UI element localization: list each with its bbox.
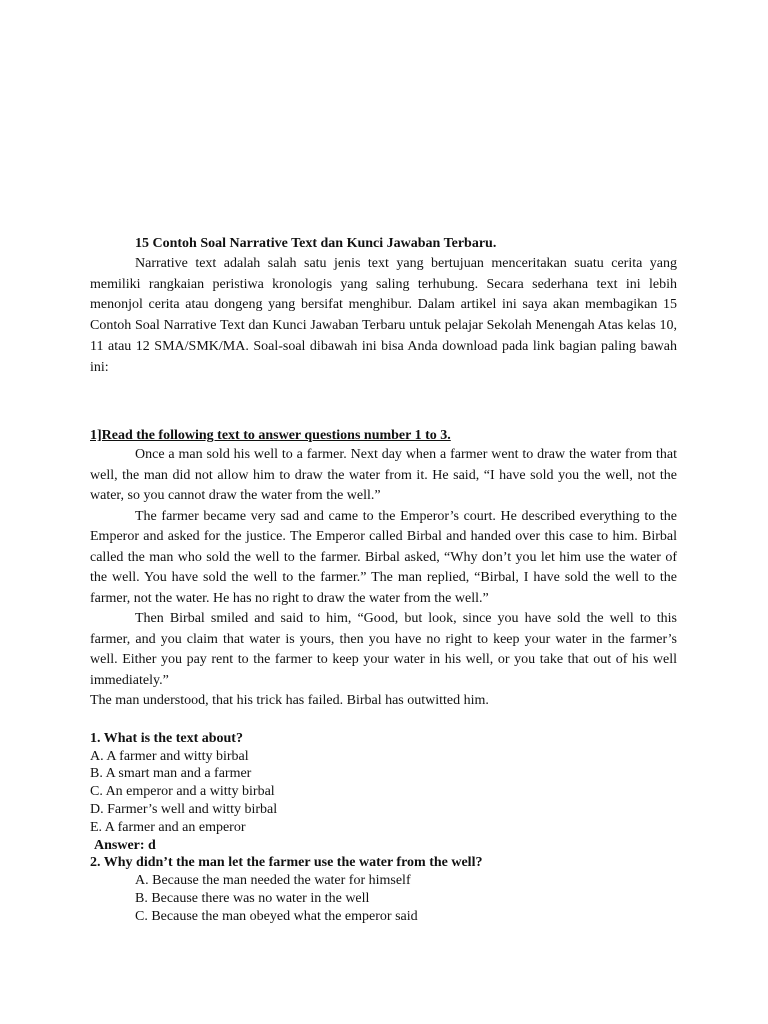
question-1-option-c: C. An emperor and a witty birbal [90, 784, 275, 800]
narrative-text [90, 445, 677, 712]
question-1-option-e: E. A farmer and an emperor [90, 819, 246, 835]
section-heading: 1]Read the following text to answer questions number 1 to 3. [90, 428, 451, 444]
question-1-option-a: A. A farmer and witty birbal [90, 748, 249, 764]
question-2-text: 2. Why didn’t the man let the farmer use the water from the well? [90, 855, 483, 871]
story-paragraph-2: The farmer became very sad and came to the Emperor’s court. He described everything to the Emperor and asked for the justice. The Emperor called Birbal and handed over this case to him. Birbal called the man who sold the well to the farmer. Birbal asked, “Why don’t you let him use the water of the well. You have sold the well to the farmer.” The man replied, “Birbal, I have sold the well to the farmer, not the water. He has no right to draw the water from the well.” [90, 508, 677, 606]
story-paragraph-1: Once a man sold his well to a farmer. Next day when a farmer went to draw the water from that well, the man did not allow him to draw the water from it. He said, “I have sold you the well, not the water, so you cannot draw the water from the well.” [90, 447, 677, 504]
question-1-answer: Answer: d [94, 837, 156, 853]
question-1-option-d: D. Farmer’s well and witty birbal [90, 801, 278, 817]
question-2-option-b: B. Because there was no water in the well [135, 890, 370, 906]
question-2-option-c: C. Because the man obeyed what the emperor said [135, 908, 418, 924]
question-2-option-a: A. Because the man needed the water for himself [135, 873, 411, 889]
document-title: 15 Contoh Soal Narrative Text dan Kunci Jawaban Terbaru. [135, 236, 497, 251]
document-page [90, 234, 677, 925]
question-1-text: 1. What is the text about? [90, 730, 243, 746]
story-paragraph-4: The man understood, that his trick has failed. Birbal has outwitted him. [90, 693, 489, 709]
question-1-option-b: B. A smart man and a farmer [90, 766, 252, 782]
story-paragraph-3: Then Birbal smiled and said to him, “Good, but look, since you have sold the well to this farmer, and you claim that water is yours, then you have no right to keep your water in the farmer’s well. Either you pay rent to the farmer to keep your water in his well, or you take that out of his well immediately.” [90, 611, 677, 688]
question-1 [90, 730, 677, 926]
intro-paragraph: Narrative text adalah salah satu jenis text yang bertujuan menceritakan suatu cerita yang memiliki rangkaian peristiwa kronologis yang saling terhubung. Secara sederhana text ini lebih menonjol cerita atau dongeng yang bersifat menghibur. Dalam artikel ini saya akan membagikan 15 Contoh Soal Narrative Text dan Kunci Jawaban Terbaru untuk pelajar Sekolah Menengah Atas kelas 10, 11 atau 12 SMA/SMK/MA. Soal-soal dibawah ini bisa Anda download pada link bagian paling bawah ini: [90, 256, 677, 375]
